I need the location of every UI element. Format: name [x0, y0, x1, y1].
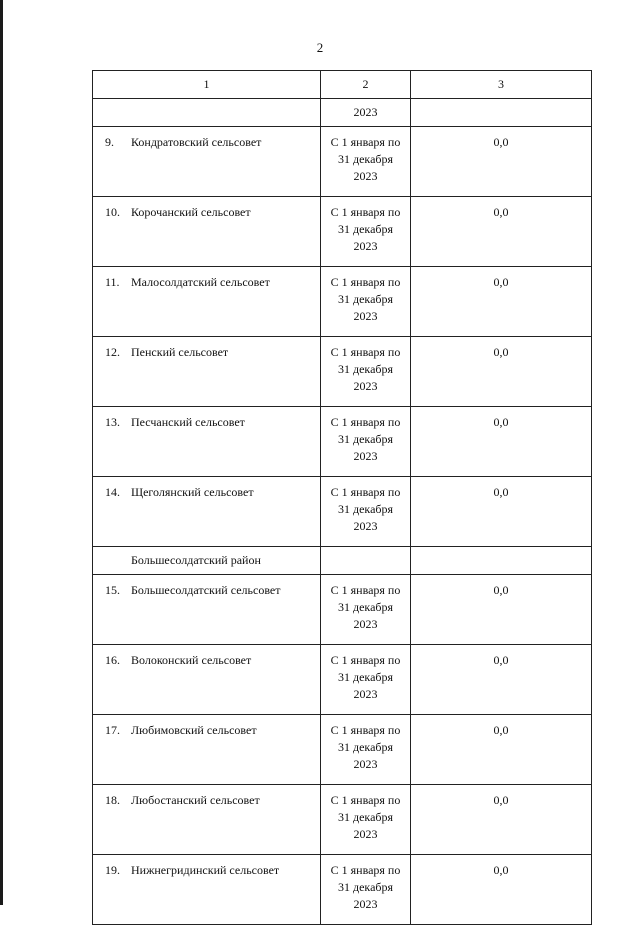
period-cell [321, 575, 411, 645]
row-number: 9. [105, 135, 114, 149]
value-cell: 0,0 [411, 267, 592, 337]
period-line: 2023 [353, 239, 378, 253]
period-line: 2023 [353, 617, 378, 631]
name-cell [93, 855, 321, 925]
table-row [93, 477, 592, 547]
period-line: 31 декабря [337, 502, 394, 516]
name-cell [93, 575, 321, 645]
name-wrap [93, 275, 270, 289]
district-period-cell [321, 547, 411, 575]
value-cell: 0,0 [411, 197, 592, 267]
name-cell [93, 715, 321, 785]
table-row [93, 407, 592, 477]
value-cell: 0,0 [411, 477, 592, 547]
period-line: 2023 [353, 309, 378, 323]
column-header-1: 1 [93, 71, 321, 99]
row-number: 14. [105, 485, 120, 499]
row-number: 10. [105, 205, 120, 219]
district-name: Большесолдатский район [131, 553, 261, 567]
period-line: 31 декабря [337, 222, 394, 236]
period-line: 31 декабря [337, 362, 394, 376]
period-line: С 1 января по [330, 205, 401, 219]
settlement-name: Малосолдатский сельсовет [131, 275, 270, 289]
settlement-name: Любостанский сельсовет [131, 793, 260, 807]
period-line: 31 декабря [337, 880, 394, 894]
column-header-2: 2 [321, 71, 411, 99]
period-line: 31 декабря [337, 600, 394, 614]
period-line: 31 декабря [337, 740, 394, 754]
name-wrap [93, 485, 254, 499]
table-body [93, 71, 592, 925]
period-line: С 1 января по [330, 135, 401, 149]
period-line: С 1 января по [330, 723, 401, 737]
page-edge [0, 0, 3, 905]
settlement-name: Пенский сельсовет [131, 345, 229, 359]
period-cell [321, 785, 411, 855]
name-cell [93, 477, 321, 547]
period-cell [321, 477, 411, 547]
period-cell [321, 855, 411, 925]
settlement-name: Волоконский сельсовет [131, 653, 252, 667]
value-cell: 0,0 [411, 715, 592, 785]
period-line: 2023 [353, 897, 378, 911]
period-cell [321, 267, 411, 337]
period-line: С 1 января по [330, 345, 401, 359]
period-cell [321, 407, 411, 477]
period-line: 31 декабря [337, 292, 394, 306]
settlement-name: Корочанский сельсовет [131, 205, 251, 219]
period-line: С 1 января по [330, 275, 401, 289]
district-row [93, 547, 592, 575]
period-line: С 1 января по [330, 583, 401, 597]
settlement-name: Песчанский сельсовет [131, 415, 245, 429]
period-cell [321, 715, 411, 785]
name-cell [93, 337, 321, 407]
row-number: 19. [105, 863, 120, 877]
table-row [93, 645, 592, 715]
page-number: 2 [316, 40, 324, 55]
document-table [92, 70, 592, 925]
period-line: 31 декабря [337, 810, 394, 824]
period-cell [321, 337, 411, 407]
value-cell: 0,0 [411, 127, 592, 197]
period-line: 2023 [353, 169, 378, 183]
name-wrap [93, 863, 279, 877]
period-cell [321, 197, 411, 267]
table-row [93, 785, 592, 855]
period-line: 31 декабря [337, 670, 394, 684]
period-line: С 1 января по [330, 653, 401, 667]
period-line: С 1 января по [330, 415, 401, 429]
period-line: 2023 [353, 449, 378, 463]
row-number: 17. [105, 723, 120, 737]
name-wrap [93, 205, 251, 219]
settlement-name: Любимовский сельсовет [131, 723, 257, 737]
period-line: 2023 [353, 757, 378, 771]
period-line: 2023 [353, 827, 378, 841]
value-cell: 0,0 [411, 855, 592, 925]
continuation-value-cell [411, 99, 592, 127]
settlement-name: Щеголянский сельсовет [131, 485, 254, 499]
row-number: 11. [105, 275, 120, 289]
name-wrap [93, 583, 280, 597]
row-number: 15. [105, 583, 120, 597]
table-header-row [93, 71, 592, 99]
period-line: С 1 января по [330, 863, 401, 877]
continuation-row [93, 99, 592, 127]
name-wrap [93, 793, 260, 807]
continuation-name-cell [93, 99, 321, 127]
period-cell [321, 645, 411, 715]
settlement-name: Нижнегридинский сельсовет [131, 863, 280, 877]
continuation-period-cell: 2023 [321, 99, 411, 127]
name-wrap [93, 135, 261, 149]
table-row [93, 267, 592, 337]
table-row [93, 337, 592, 407]
name-cell [93, 197, 321, 267]
period-line: 2023 [353, 379, 378, 393]
name-wrap [93, 653, 251, 667]
period-cell [321, 127, 411, 197]
row-number: 16. [105, 653, 120, 667]
period-line: 31 декабря [337, 432, 394, 446]
name-cell [93, 407, 321, 477]
table-row [93, 715, 592, 785]
value-cell: 0,0 [411, 645, 592, 715]
name-wrap [93, 345, 228, 359]
name-cell [93, 645, 321, 715]
period-line: 31 декабря [337, 152, 394, 166]
table-row [93, 855, 592, 925]
value-cell: 0,0 [411, 337, 592, 407]
value-cell: 0,0 [411, 407, 592, 477]
settlement-name: Большесолдатский сельсовет [131, 583, 281, 597]
value-cell: 0,0 [411, 785, 592, 855]
value-cell: 0,0 [411, 575, 592, 645]
settlement-name: Кондратовский сельсовет [131, 135, 262, 149]
district-name-cell [93, 547, 321, 575]
name-wrap [93, 415, 245, 429]
row-number: 12. [105, 345, 120, 359]
table-row [93, 127, 592, 197]
district-value-cell [411, 547, 592, 575]
name-wrap [93, 723, 257, 737]
column-header-3: 3 [411, 71, 592, 99]
name-cell [93, 785, 321, 855]
row-number: 13. [105, 415, 120, 429]
period-line: 2023 [353, 687, 378, 701]
table-row [93, 197, 592, 267]
table-row [93, 575, 592, 645]
period-line: 2023 [353, 519, 378, 533]
period-line: С 1 января по [330, 793, 401, 807]
period-line: С 1 января по [330, 485, 401, 499]
row-number: 18. [105, 793, 120, 807]
name-cell [93, 267, 321, 337]
name-cell [93, 127, 321, 197]
